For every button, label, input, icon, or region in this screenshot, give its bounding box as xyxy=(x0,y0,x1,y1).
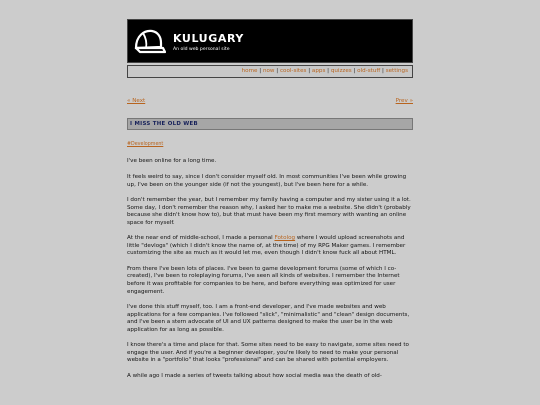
site-header xyxy=(127,19,413,63)
post-paragraph: I've done this stuff myself, too. I am a front-end developer, and I've made websites and web applications for a few companies. I've followed "slick", "minimalistic" and "clean" design documents, and I've been a stern advocate of UI and UX patterns designed to make the user be in the web application for as long as possible. xyxy=(127,304,410,333)
post-body xyxy=(127,158,413,380)
nav-settings[interactable]: settings xyxy=(385,68,408,74)
nav-old-stuff[interactable]: old-stuff xyxy=(357,68,381,74)
prev-post-link[interactable]: Prev » xyxy=(395,98,413,104)
page-container xyxy=(127,19,413,381)
post-paragraph: I've been online for a long time. xyxy=(127,158,217,165)
nav-apps[interactable]: apps xyxy=(311,68,326,74)
post-tag-link[interactable]: #Development xyxy=(127,142,164,147)
nav-quizzes[interactable]: quizzes xyxy=(330,68,352,74)
cap-logo-icon xyxy=(132,26,166,58)
paragraph-text: At the near end of middle-school, I made a personal xyxy=(127,235,275,242)
post-paragraph xyxy=(127,235,413,258)
site-title[interactable]: KULUGARY xyxy=(173,32,244,45)
fotolog-link[interactable]: Fotolog xyxy=(274,235,296,242)
post-paragraph: I know there's a time and place for that. Some sites need to be easy to navigate, some sites need to engage the user. And if you're a beginner developer, you're likely to need to make your personal website in a "portfolio" that looks "professional" and can be shared with potential employers. xyxy=(127,342,409,364)
post-pager xyxy=(127,98,413,108)
nav-now[interactable]: now xyxy=(262,68,275,74)
main-nav: home | now | cool-sites | apps | quizzes | old-stuff | settings xyxy=(127,65,413,78)
post-paragraph: A while ago I made a series of tweets talking about how social media was the death of old- xyxy=(127,372,382,379)
nav-home[interactable]: home xyxy=(241,68,258,74)
post-paragraph: From there I've been lots of places. I've been to game development forums (some of which I co-created), I've been to roleplaying forums, I've seen all kinds of websites. I remember the Internet before it was profitable for companies to be here, and before everything was optimized for user engagement. xyxy=(127,265,400,295)
nav-cool-sites[interactable]: cool-sites xyxy=(279,68,307,74)
post-paragraph: I don't remember the year, but I remember my family having a computer and my sister using it a lot. Some day, I don't remember the reason why, I asked her to make me a website. She didn't (probably because she didn't know how to), but that must have been my first memory with wanting an online space for myself. xyxy=(127,197,411,226)
next-post-link[interactable]: « Next xyxy=(127,98,146,104)
paragraph-text: where I would upload screenshots and little "devlogs" (which I didn't know the name of, at the time) of my RPG Maker games. I remember customizing the site as much as it would let me, even though I didn't know fuck all about HTML. xyxy=(127,235,406,257)
post-paragraph: It feels weird to say, since I don't consider myself old. In most communities I've been while growing up, I've been on the younger side (if not the youngest), but I've been here for a while. xyxy=(127,174,407,188)
post-title: I MISS THE OLD WEB xyxy=(127,118,413,130)
site-subtitle: An old web personal site xyxy=(173,47,230,52)
